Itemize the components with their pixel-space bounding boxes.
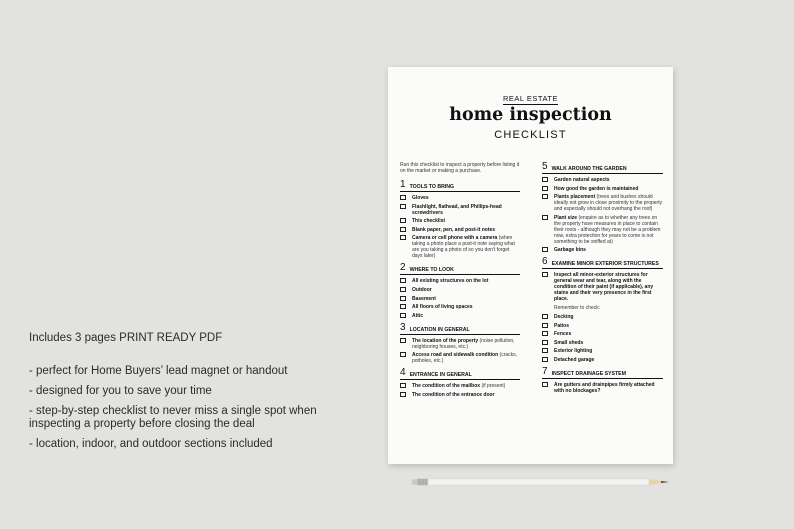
checkbox[interactable]: [400, 287, 406, 292]
item-label: Access road and sidewalk condition: [412, 352, 499, 359]
pencil-lead: [661, 481, 669, 483]
checklist-item[interactable]: [542, 382, 663, 394]
section-header: [400, 263, 520, 275]
checkbox[interactable]: [542, 348, 548, 353]
item-label: This checklist: [412, 218, 446, 225]
checklist-item[interactable]: [400, 227, 520, 233]
checklist-item[interactable]: [542, 215, 663, 245]
checkbox[interactable]: [542, 323, 548, 328]
item-label: All existing structures on the lot: [412, 278, 489, 285]
checklist-item[interactable]: [400, 304, 520, 310]
checkbox[interactable]: [542, 314, 548, 319]
section-number: 5: [542, 161, 548, 172]
checkbox[interactable]: [542, 177, 548, 182]
item-label: Decking: [554, 313, 574, 320]
section-title: ENTRANCE IN GENERAL: [409, 372, 472, 379]
section-title: WHERE TO LOOK: [409, 267, 454, 274]
pencil-ferrule: [417, 479, 428, 485]
section-drainage: [542, 367, 663, 394]
checklist-item[interactable]: [542, 194, 663, 212]
right-column: [542, 162, 663, 398]
item-label: Outdoor: [412, 286, 432, 293]
checkbox[interactable]: [400, 218, 406, 223]
section-header: [400, 368, 520, 380]
section-number: 7: [542, 365, 548, 377]
checklist-item[interactable]: [400, 352, 520, 364]
checkbox[interactable]: [400, 227, 406, 232]
item-label: Gloves: [412, 195, 429, 201]
checklist-subitem[interactable]: [542, 357, 663, 363]
section-header: [542, 257, 663, 269]
checkbox[interactable]: [400, 383, 406, 388]
checklist-subitem[interactable]: [542, 314, 663, 320]
checkbox[interactable]: [542, 340, 548, 345]
checkbox[interactable]: [400, 278, 406, 283]
item-label: Patios: [554, 322, 570, 329]
promo-bullet: - perfect for Home Buyers’ lead magnet or handout: [29, 365, 288, 377]
section-entrance: [400, 368, 520, 398]
checklist-item[interactable]: [400, 296, 520, 302]
item-label: Garbage bins: [554, 247, 586, 254]
item-label: Exterior lighting: [554, 348, 593, 355]
doc-intro: Run this checklist to inspect a property before listing it on the market or making a purchase.: [400, 162, 520, 174]
checkbox[interactable]: [400, 392, 406, 397]
item-label: Detached garage: [554, 356, 595, 363]
section-title: LOCATION IN GENERAL: [409, 326, 470, 333]
promo-bullet: - location, indoor, and outdoor sections included: [29, 438, 273, 450]
section-header: [400, 323, 520, 335]
item-label: Blank paper, pen, and post-it notes: [412, 226, 496, 233]
checkbox[interactable]: [542, 215, 548, 220]
section-title: WALK AROUND THE GARDEN: [551, 166, 627, 172]
checkbox[interactable]: [400, 195, 406, 200]
checklist-item[interactable]: [542, 272, 663, 302]
section-location: [400, 323, 520, 365]
pencil: [412, 478, 670, 486]
section-title: INSPECT DRAINAGE SYSTEM: [551, 370, 626, 377]
doc-kicker: REAL ESTATE: [503, 94, 558, 103]
checkbox[interactable]: [542, 331, 548, 336]
section-number: 3: [400, 321, 406, 333]
item-label: Inspect all minor-exterior structures for general wear and tear, along with the condition of their paint (if applicable), any stains and their very presence in the first place.: [554, 272, 654, 303]
section-number: 1: [400, 179, 406, 190]
checklist-item[interactable]: [400, 392, 520, 398]
checklist-item[interactable]: [542, 186, 663, 192]
checklist-item[interactable]: [542, 177, 663, 183]
item-label: Camera or cell phone with a camera: [412, 235, 498, 242]
checklist-item[interactable]: [400, 383, 520, 389]
section-exterior-structures: [542, 257, 663, 363]
item-label: Basement: [412, 295, 436, 302]
promo-text: [29, 332, 349, 458]
includes-text: Includes 3 pages PRINT READY PDF: [29, 332, 223, 344]
checkbox[interactable]: [542, 357, 548, 362]
doc-title: home inspection: [449, 105, 612, 125]
reminder-text: Remember to check:: [554, 304, 601, 311]
item-label: Small sheds: [554, 339, 584, 346]
item-label: Garden natural aspects: [554, 177, 610, 183]
item-label: All floors of living spaces: [412, 304, 473, 311]
item-label: The location of the property: [412, 337, 479, 344]
item-note: (cracks, potholes, etc.): [412, 352, 518, 365]
item-label: Plants placement: [554, 194, 596, 201]
item-note: (noise pollution, neighboring houses, etc.): [412, 337, 515, 350]
checkbox[interactable]: [400, 204, 406, 209]
checklist-subitem[interactable]: [542, 331, 663, 337]
checklist-item[interactable]: [400, 338, 520, 350]
promo-bullet: - step-by-step checklist to never miss a single spot when inspecting a property before closing the deal: [29, 405, 317, 430]
item-label: Fences: [554, 331, 572, 338]
checklist-item[interactable]: [400, 287, 520, 293]
item-note: (when taking a photo place a post-it note saying what are you taking a photo of so you don't forget days later): [412, 235, 515, 260]
checklist-item[interactable]: [400, 195, 520, 201]
checkbox[interactable]: [542, 194, 548, 199]
item-label: How good the garden is maintained: [554, 185, 639, 192]
item-note: (enquire as to whether any trees on the property have measures in place to contain their roots - although they may not be a problem now, extra protection for years to come is not something to be sniffed at): [554, 214, 661, 245]
checklist-item[interactable]: [400, 235, 520, 259]
section-title: EXAMINE MINOR EXTERIOR STRUCTURES: [551, 261, 659, 268]
checklist-item[interactable]: [542, 247, 663, 253]
checklist-subitem[interactable]: [542, 323, 663, 329]
checklist-item[interactable]: [400, 278, 520, 284]
section-header: [542, 162, 663, 174]
section-number: 6: [542, 256, 548, 268]
checklist-subitem[interactable]: [542, 348, 663, 354]
section-title: TOOLS TO BRING: [409, 184, 455, 190]
item-label: Plant size: [554, 214, 578, 221]
checklist-paper: [388, 67, 673, 464]
section-number: 4: [400, 367, 406, 379]
section-number: 2: [400, 262, 406, 274]
item-label: Flashlight, flathead, and Phillips-head screwdrivers: [412, 203, 502, 216]
checkbox[interactable]: [542, 382, 548, 387]
checkbox[interactable]: [400, 235, 406, 240]
checkbox[interactable]: [542, 186, 548, 191]
item-label: Attic: [412, 312, 424, 319]
checkbox[interactable]: [400, 296, 406, 301]
checklist-item[interactable]: [400, 313, 520, 319]
section-where-to-look: [400, 263, 520, 318]
checklist-item[interactable]: [400, 218, 520, 224]
promo-bullet: - designed for you to save your time: [29, 385, 212, 397]
doc-subtitle: CHECKLIST: [494, 129, 567, 141]
item-note: (trees and bushes should ideally not grow in close proximity to the property and especially should not overhang the roof): [554, 194, 663, 213]
checkbox[interactable]: [400, 313, 406, 318]
checkbox[interactable]: [400, 352, 406, 357]
item-note: (if present): [481, 383, 506, 390]
section-tools: [400, 180, 520, 259]
item-label: The condition of the mailbox: [412, 383, 481, 390]
checkbox[interactable]: [400, 338, 406, 343]
left-column: [400, 162, 520, 402]
section-header: [542, 367, 663, 379]
item-label: Are gutters and drainpipes firmly attached with no blockages?: [554, 381, 655, 394]
pencil-body: [428, 479, 649, 485]
checklist-item[interactable]: [400, 204, 520, 216]
section-header: [400, 180, 520, 192]
section-garden: [542, 162, 663, 253]
checkbox[interactable]: [542, 272, 548, 277]
checklist-subitem[interactable]: [542, 340, 663, 346]
checkbox[interactable]: [542, 247, 548, 252]
item-label: The condition of the entrance door: [412, 391, 495, 398]
checkbox[interactable]: [400, 304, 406, 309]
